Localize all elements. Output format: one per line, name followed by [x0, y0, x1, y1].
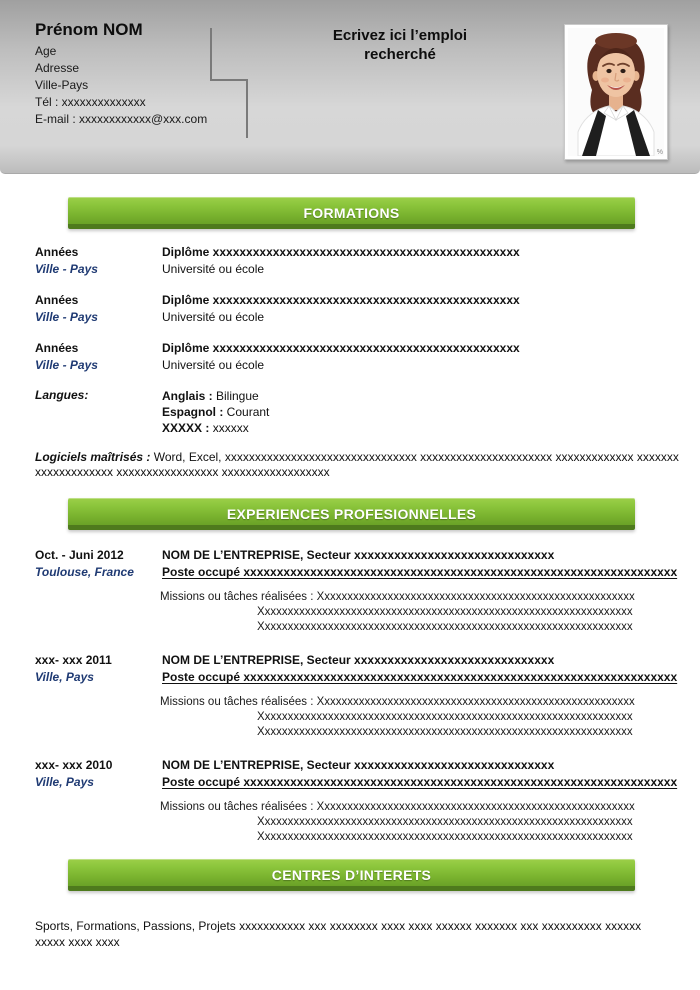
missions-line: Xxxxxxxxxxxxxxxxxxxxxxxxxxxxxxxxxxxxxxxxxxxxxxxxxxxxxxxxxxxxxxxxx — [257, 606, 633, 618]
contact-email: E-mail : xxxxxxxxxxxx@xxx.com — [35, 112, 208, 126]
missions-label: Missions ou tâches réalisées : — [160, 696, 317, 708]
formations-title: FORMATIONS — [303, 205, 400, 221]
experience-company: NOM DE L’ENTREPRISE, Secteur xxxxxxxxxxxxxxxxxxxxxxxxxxxxxx — [162, 758, 555, 772]
section-experience — [0, 498, 700, 845]
desired-job-title: Ecrivez ici l’emploi recherché — [332, 27, 468, 63]
experience-entry — [0, 757, 700, 845]
experience-entry — [0, 652, 700, 740]
section-interests — [0, 859, 700, 950]
experience-date: xxx- xxx 2011 — [35, 653, 112, 667]
education-entry — [35, 244, 692, 278]
experience-head — [35, 652, 692, 686]
language-item — [162, 420, 692, 436]
experience-company: NOM DE L’ENTREPRISE, Secteur xxxxxxxxxxxxxxxxxxxxxxxxxxxxxx — [162, 653, 555, 667]
missions-block — [160, 800, 692, 845]
experience-left-column — [35, 757, 162, 791]
software-list: Word, Excel, xxxxxxxxxxxxxxxxxxxxxxxxxxxxxxxx xxxxxxxxxxxxxxxxxxxxxx xxxxxxxxxxxxx xxxxxxx xxxxxxxxxxxxx xxxxxxxxxxxxxxxxx xxxxxxxxxxxxxxxxxx — [35, 450, 679, 479]
section-formations — [0, 197, 700, 480]
education-left-column — [35, 340, 162, 374]
missions-text: Xxxxxxxxxxxxxxxxxxxxxxxxxxxxxxxxxxxxxxxxxxxxxxxxxxxxxxx — [316, 696, 635, 708]
education-years: Années — [35, 341, 79, 355]
missions-line: Xxxxxxxxxxxxxxxxxxxxxxxxxxxxxxxxxxxxxxxxxxxxxxxxxxxxxxxxxxxxxxxxx — [257, 726, 633, 738]
photo-watermark: % — [656, 149, 663, 156]
languages-block — [35, 388, 692, 436]
experience-date: Oct. - Juni 2012 — [35, 548, 124, 562]
education-degree: Diplôme xxxxxxxxxxxxxxxxxxxxxxxxxxxxxxxxxxxxxxxxxxxxxx — [162, 341, 520, 355]
candidate-name: Prénom NOM — [35, 20, 143, 39]
language-level: Courant — [223, 405, 270, 419]
language-name: Anglais : — [162, 389, 213, 403]
missions-line: Xxxxxxxxxxxxxxxxxxxxxxxxxxxxxxxxxxxxxxxxxxxxxxxxxxxxxxxxxxxxxxxxx — [257, 816, 633, 828]
experience-role: Poste occupé xxxxxxxxxxxxxxxxxxxxxxxxxxxxxxxxxxxxxxxxxxxxxxxxxxxxxxxxxxxxxxxxx — [162, 670, 678, 684]
education-entry — [35, 292, 692, 326]
education-degree: Diplôme xxxxxxxxxxxxxxxxxxxxxxxxxxxxxxxxxxxxxxxxxxxxxx — [162, 245, 520, 259]
missions-label: Missions ou tâches réalisées : — [160, 801, 317, 813]
language-name: Espagnol : — [162, 405, 224, 419]
missions-label: Missions ou tâches réalisées : — [160, 591, 317, 603]
education-place: Ville - Pays — [35, 310, 98, 324]
contact-address: Adresse — [35, 61, 80, 75]
education-entry — [35, 340, 692, 374]
missions-text: Xxxxxxxxxxxxxxxxxxxxxxxxxxxxxxxxxxxxxxxxxxxxxxxxxxxxxxx — [316, 801, 635, 813]
education-list — [0, 244, 700, 374]
language-name: XXXXX : — [162, 421, 210, 435]
experience-role: Poste occupé xxxxxxxxxxxxxxxxxxxxxxxxxxxxxxxxxxxxxxxxxxxxxxxxxxxxxxxxxxxxxxxxx — [162, 565, 678, 579]
software-paragraph — [35, 450, 690, 480]
education-place: Ville - Pays — [35, 262, 98, 276]
language-item — [162, 388, 692, 404]
education-school: Université ou école — [162, 358, 265, 372]
experience-entry — [0, 547, 700, 635]
portrait-photo — [568, 28, 664, 156]
missions-line: Xxxxxxxxxxxxxxxxxxxxxxxxxxxxxxxxxxxxxxxxxxxxxxxxxxxxxxxxxxxxxxxxx — [257, 711, 633, 723]
interests-title: CENTRES D’INTERETS — [271, 867, 432, 883]
experience-right-column — [162, 757, 692, 791]
interests-paragraph: Sports, Formations, Passions, Projets xxxxxxxxxxx xxx xxxxxxxx xxxx xxxx xxxxxx xxxxxxx xxx xxxxxxxxxx xxxxxx xxxxx xxxx xxxx — [35, 919, 642, 949]
language-level: xxxxxx — [209, 421, 249, 435]
experience-right-column — [162, 547, 692, 581]
education-years: Années — [35, 293, 79, 307]
languages-right-column — [162, 388, 692, 436]
experience-title: EXPERIENCES PROFESIONNELLES — [226, 506, 477, 522]
education-school: Université ou école — [162, 262, 265, 276]
contact-phone: Tél : xxxxxxxxxxxxxx — [35, 95, 146, 109]
experience-left-column — [35, 652, 162, 686]
experience-place: Ville, Pays — [35, 670, 94, 684]
education-place: Ville - Pays — [35, 358, 98, 372]
education-left-column — [35, 244, 162, 278]
languages-label: Langues: — [35, 388, 89, 402]
missions-line — [160, 590, 692, 605]
experience-company: NOM DE L’ENTREPRISE, Secteur xxxxxxxxxxxxxxxxxxxxxxxxxxxxxx — [162, 548, 555, 562]
experience-left-column — [35, 547, 162, 581]
education-degree: Diplôme xxxxxxxxxxxxxxxxxxxxxxxxxxxxxxxxxxxxxxxxxxxxxx — [162, 293, 520, 307]
experience-head — [35, 757, 692, 791]
education-school: Université ou école — [162, 310, 265, 324]
missions-text: Xxxxxxxxxxxxxxxxxxxxxxxxxxxxxxxxxxxxxxxxxxxxxxxxxxxxxxx — [316, 591, 635, 603]
education-right-column — [162, 292, 692, 326]
experience-role: Poste occupé xxxxxxxxxxxxxxxxxxxxxxxxxxxxxxxxxxxxxxxxxxxxxxxxxxxxxxxxxxxxxxxxx — [162, 775, 678, 789]
languages-left-column — [35, 388, 162, 436]
missions-line: Xxxxxxxxxxxxxxxxxxxxxxxxxxxxxxxxxxxxxxxxxxxxxxxxxxxxxxxxxxxxxxxxx — [257, 621, 633, 633]
education-left-column — [35, 292, 162, 326]
language-item — [162, 404, 692, 420]
experience-right-column — [162, 652, 692, 686]
photo-frame — [564, 24, 668, 160]
interests-banner — [68, 859, 635, 891]
education-right-column — [162, 340, 692, 374]
education-right-column — [162, 244, 692, 278]
missions-line — [160, 695, 692, 710]
header — [0, 0, 700, 174]
missions-line — [160, 800, 692, 815]
missions-block — [160, 590, 692, 635]
language-level: Bilingue — [212, 389, 259, 403]
education-years: Années — [35, 245, 79, 259]
formations-banner — [68, 197, 635, 229]
experience-place: Ville, Pays — [35, 775, 94, 789]
missions-block — [160, 695, 692, 740]
experience-head — [35, 547, 692, 581]
experience-place: Toulouse, France — [35, 565, 134, 579]
software-label: Logiciels maîtrisés : — [35, 450, 154, 464]
missions-line: Xxxxxxxxxxxxxxxxxxxxxxxxxxxxxxxxxxxxxxxxxxxxxxxxxxxxxxxxxxxxxxxxx — [257, 831, 633, 843]
experience-banner — [68, 498, 635, 530]
contact-city-country: Ville-Pays — [35, 78, 89, 92]
contact-age: Age — [35, 44, 57, 58]
experience-date: xxx- xxx 2010 — [35, 758, 113, 772]
